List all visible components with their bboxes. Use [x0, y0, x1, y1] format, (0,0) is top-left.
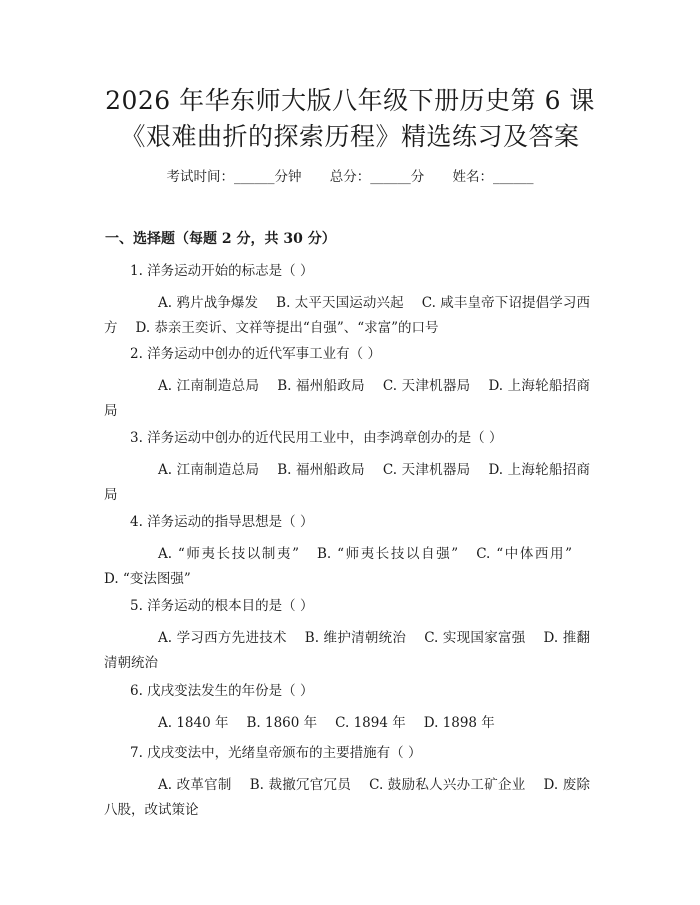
question-options [104, 374, 590, 424]
option-b: B. “师夷长技以自强” [317, 546, 459, 562]
doc-title-line-2: 《艰难曲折的探索历程》精选练习及答案 [120, 122, 580, 151]
question-stem: 3. 洋务运动中创办的近代民用工业中，由李鸿章创办的是（ ） [130, 430, 503, 446]
question-stem: 5. 洋务运动的根本目的是（ ） [130, 598, 314, 614]
option-a: A. 江南制造总局 [158, 462, 260, 478]
option-a: A. 江南制造总局 [158, 378, 260, 394]
option-b: B. 福州船政局 [277, 378, 365, 394]
option-b: B. 裁撤冗官冗员 [249, 777, 352, 793]
option-c: C. 天津机器局 [382, 462, 471, 478]
question-stem: 6. 戊戌变法发生的年份是（ ） [130, 683, 314, 699]
option-d: D. 上海轮船招商局 [104, 462, 590, 503]
question-stem: 1. 洋务运动开始的标志是（ ） [130, 263, 314, 279]
option-b: B. 太平天国运动兴起 [276, 295, 404, 311]
question-options [104, 542, 590, 592]
option-a: A. 1840 年 [158, 715, 229, 731]
option-a: A. 鸦片战争爆发 [158, 295, 259, 311]
option-c: C. 天津机器局 [382, 378, 471, 394]
question-options [104, 773, 590, 823]
option-d: D. 推翻清朝统治 [104, 630, 590, 671]
option-d: D. 上海轮船招商局 [104, 378, 590, 419]
question-stem: 2. 洋务运动中创办的近代军事工业有（ ） [130, 346, 381, 362]
question-options [104, 291, 590, 341]
option-b: B. 维护清朝统治 [304, 630, 407, 646]
option-d: D. “变法图强” [104, 571, 191, 587]
total-score-field: 总分：______分 [329, 169, 425, 185]
option-c: C. 咸丰皇帝下诏提倡学习西方 [104, 295, 590, 336]
question-options [104, 626, 590, 676]
question-options [104, 458, 590, 508]
option-c: C. 实现国家富强 [424, 630, 526, 646]
option-b: B. 1860 年 [246, 715, 318, 731]
option-d: D. 废除八股，改试策论 [104, 777, 590, 818]
option-d: D. 恭亲王奕䜣、文祥等提出“自强”、“求富”的口号 [135, 320, 439, 336]
question-stem: 7. 戊戌变法中，光绪皇帝颁布的主要措施有（ ） [130, 745, 422, 761]
option-c: C. 鼓励私人兴办工矿企业 [369, 777, 526, 793]
option-c: C. “中体西用” [476, 546, 573, 562]
option-b: B. 福州船政局 [277, 462, 365, 478]
student-name-field: 姓名：______ [452, 169, 534, 185]
option-a: A. “师夷长技以制夷” [158, 546, 300, 562]
option-a: A. 改革官制 [158, 777, 232, 793]
exam-time-field: 考试时间：______分钟 [166, 169, 302, 185]
option-c: C. 1894 年 [335, 715, 406, 731]
option-a: A. 学习西方先进技术 [158, 630, 287, 646]
question-options [104, 711, 590, 736]
option-d: D. 1898 年 [423, 715, 495, 731]
exam-meta-row [0, 167, 700, 187]
question-stem: 4. 洋务运动的指导思想是（ ） [130, 514, 314, 530]
doc-title-line-1: 2026 年华东师大版八年级下册历史第 6 课 [105, 86, 595, 115]
section-heading: 一、选择题（每题 2 分，共 30 分） [105, 231, 336, 247]
